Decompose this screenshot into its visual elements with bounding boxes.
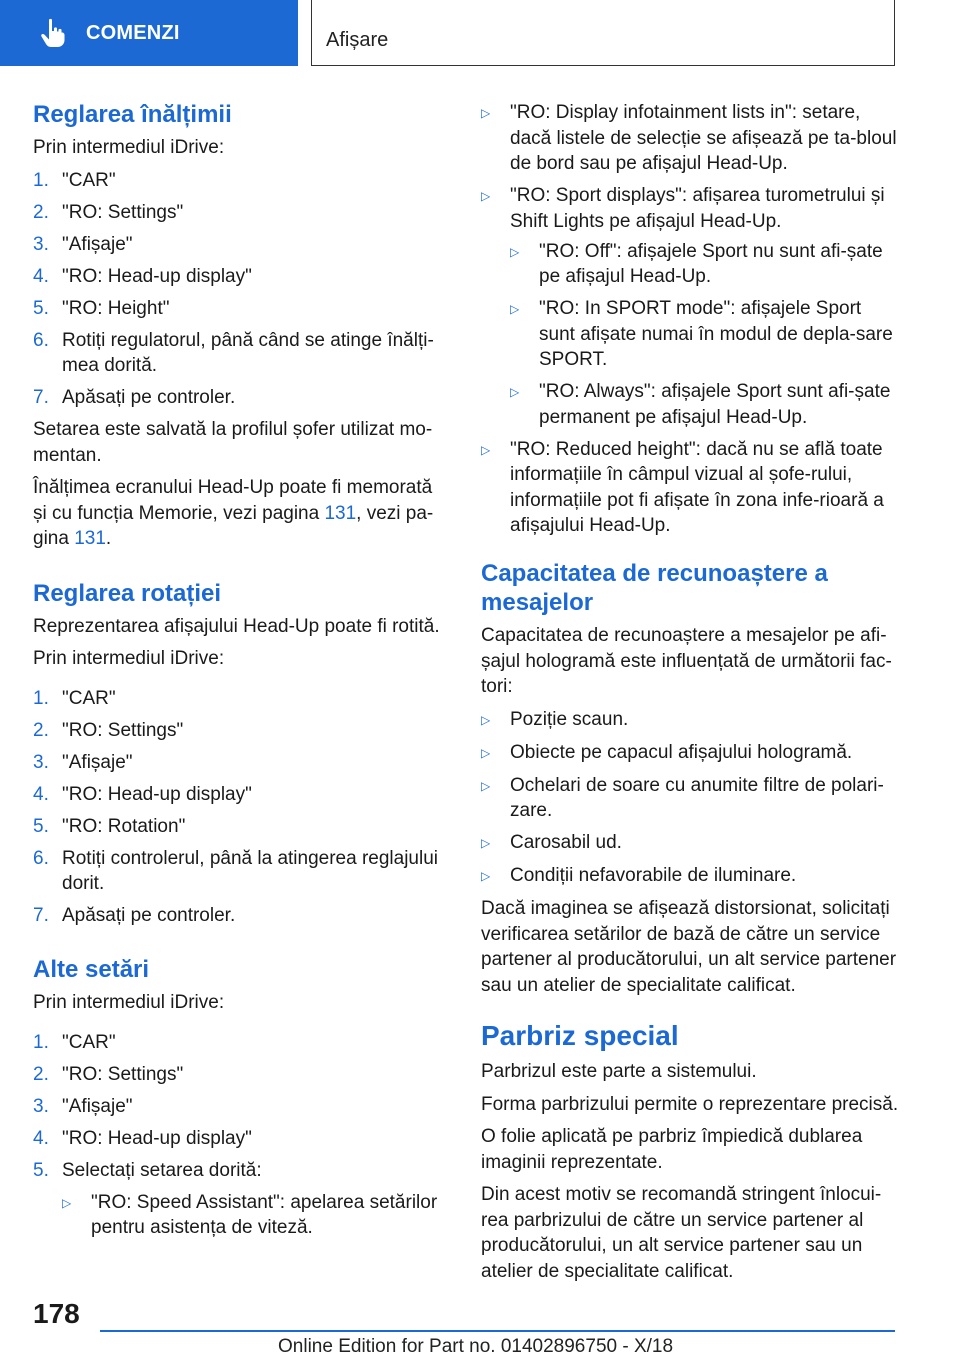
sport-display-options <box>510 239 901 431</box>
step-item: 7. Apăsați pe controler. <box>33 905 236 926</box>
steps-height <box>33 168 441 411</box>
triangle-bullet-icon: ▷ <box>62 1195 72 1210</box>
step-item: 7. Apăsați pe controler. <box>33 387 236 408</box>
note-memory-text: Înălțimea ecranului Head-Up poate fi memorată și cu funcția Memorie, vezi pagina 131, vezi pa-gina 131. <box>33 477 434 549</box>
step-item: 2. "RO: Settings" <box>33 719 184 741</box>
distortion-text: Dacă imaginea se afișează distorsionat, solicitați verificarea setărilor de bază de către un service partener al producătorului, un alt service partener sau un atelier de specialitate calificat. <box>481 898 897 996</box>
step-item: 1. "CAR" <box>33 169 116 191</box>
chapter-tab[interactable] <box>0 0 298 66</box>
triangle-bullet-icon: ▷ <box>481 778 491 793</box>
reduced-height-option <box>481 437 901 539</box>
recognition-text: Capacitatea de recunoaștere a mesajelor pe afi-șajul hologramă este influențată de următorii fac-tori: <box>481 625 892 697</box>
page-number: 178 <box>33 1298 80 1329</box>
triangle-bullet-icon: ▷ <box>510 244 520 259</box>
triangle-bullet-icon: ▷ <box>481 442 491 457</box>
triangle-bullet-icon: ▷ <box>510 385 520 399</box>
heading-windshield: Parbriz special <box>481 1020 679 1051</box>
list-item: ▷ "RO: Sport displays": afișarea turometrului și Shift Lights pe afișajul Head-Up. <box>481 183 901 234</box>
intro-text: Prin intermediul iDrive: <box>33 648 225 669</box>
windshield-text: Parbrizul este parte a sistemului. <box>481 1061 757 1082</box>
step-item: 5. "RO: Height" <box>33 297 170 319</box>
other-settings-options-cont <box>481 100 901 234</box>
footer-edition: Online Edition for Part no. 01402896750 - X/18 <box>278 1336 674 1357</box>
windshield-text: Din acest motiv se recomandă stringent înlocui-rea parbrizului de către un service partener al producătorului, un alt service partener sau un atelier de specialitate calificat. <box>481 1184 882 1282</box>
triangle-bullet-icon: ▷ <box>481 106 491 120</box>
step-item: 3. "Afișaje" <box>33 233 133 255</box>
step-item: 1. "CAR" <box>33 687 116 709</box>
page-reference-link[interactable]: 131 <box>324 502 357 524</box>
steps-other <box>33 1030 441 1184</box>
windshield-text: Forma parbrizului permite o reprezentare precisă. <box>481 1093 899 1115</box>
step-item: 6. Rotiți controlerul, până la atingerea reglajului dorit. <box>33 847 439 894</box>
rotation-text: Reprezentarea afișajului Head-Up poate fi rotită. <box>33 615 440 637</box>
step-item: 3. "Afișaje" <box>33 751 133 773</box>
section-label: Afișare <box>326 29 389 51</box>
page-reference-link[interactable]: 131 <box>74 528 106 549</box>
heading-rotation: Reglarea rotației <box>33 579 222 607</box>
step-item: 3. "Afișaje" <box>33 1095 133 1117</box>
heading-other-settings: Alte setări <box>33 956 150 983</box>
step-item: 5. "RO: Rotation" <box>33 815 186 837</box>
step-item: 4. "RO: Head-up display" <box>33 265 252 287</box>
page-header <box>0 0 960 66</box>
list-item: ▷ "RO: Speed Assistant": apelarea setărilor pentru asistența de viteză. <box>62 1190 441 1241</box>
list-item: ▷ Poziție scaun. <box>481 707 901 734</box>
footer-divider <box>100 1330 895 1332</box>
intro-text: Prin intermediul iDrive: <box>33 992 225 1013</box>
left-column <box>33 100 441 1247</box>
right-column <box>481 100 901 1291</box>
step-item: 5. Selectați setarea dorită: <box>33 1159 262 1181</box>
triangle-bullet-icon: ▷ <box>481 745 491 760</box>
step-item: 6. Rotiți regulatorul, până când se atinge înălți-mea dorită. <box>33 329 434 376</box>
list-item: ▷ "RO: Display infotainment lists in": setare, dacă listele de selecție se afișează pe ta-bloul de bord sau pe afișajul Head-Up. <box>481 100 901 177</box>
list-item: ▷ Ochelari de soare cu anumite filtre de polari-zare. <box>481 773 901 824</box>
list-item: ▷ Condiții nefavorabile de iluminare. <box>481 863 901 890</box>
section-tab[interactable] <box>311 0 895 66</box>
intro-text: Prin intermediul iDrive: <box>33 137 225 158</box>
heading-recognition: Capacitatea de recunoaștere a mesajelor <box>481 560 828 616</box>
recognition-factors <box>481 707 901 890</box>
triangle-bullet-icon: ▷ <box>481 869 491 883</box>
step-item: 4. "RO: Head-up display" <box>33 783 252 805</box>
step-item: 2. "RO: Settings" <box>33 1063 184 1085</box>
step-item: 2. "RO: Settings" <box>33 201 184 223</box>
step-item: 4. "RO: Head-up display" <box>33 1127 252 1149</box>
list-item: ▷ "RO: Reduced height": dacă nu se află toate informațiile în câmpul vizual al șofe-rului, informațiile pot fi afișate în zona infe-rioară a afișajului Head-Up. <box>481 437 901 539</box>
steps-rotation <box>33 686 441 929</box>
heading-height: Reglarea înălțimii <box>33 101 232 128</box>
list-item: ▷ Obiecte pe capacul afișajului hologramă. <box>481 740 901 767</box>
note-text: Setarea este salvată la profilul șofer utilizat mo-mentan. <box>33 419 433 466</box>
windshield-text: O folie aplicată pe parbriz împiedică dublarea imaginii reprezentate. <box>481 1126 863 1173</box>
step-item: 1. "CAR" <box>33 1031 116 1053</box>
list-item: ▷ Carosabil ud. <box>481 830 901 857</box>
list-item: ▷ "RO: Always": afișajele Sport sunt afi-șate permanent pe afișajul Head-Up. <box>510 379 901 430</box>
other-settings-options <box>62 1190 441 1241</box>
hand-pointer-icon <box>40 18 66 48</box>
chapter-label: COMENZI <box>86 21 180 44</box>
triangle-bullet-icon: ▷ <box>481 189 491 203</box>
list-item: ▷ "RO: In SPORT mode": afișajele Sport sunt afișate numai în modul de depla-sare SPORT. <box>510 296 901 373</box>
triangle-bullet-icon: ▷ <box>510 302 520 316</box>
triangle-bullet-icon: ▷ <box>481 712 491 727</box>
list-item: ▷ "RO: Off": afișajele Sport nu sunt afi-șate pe afișajul Head-Up. <box>510 239 901 290</box>
triangle-bullet-icon: ▷ <box>481 836 491 850</box>
